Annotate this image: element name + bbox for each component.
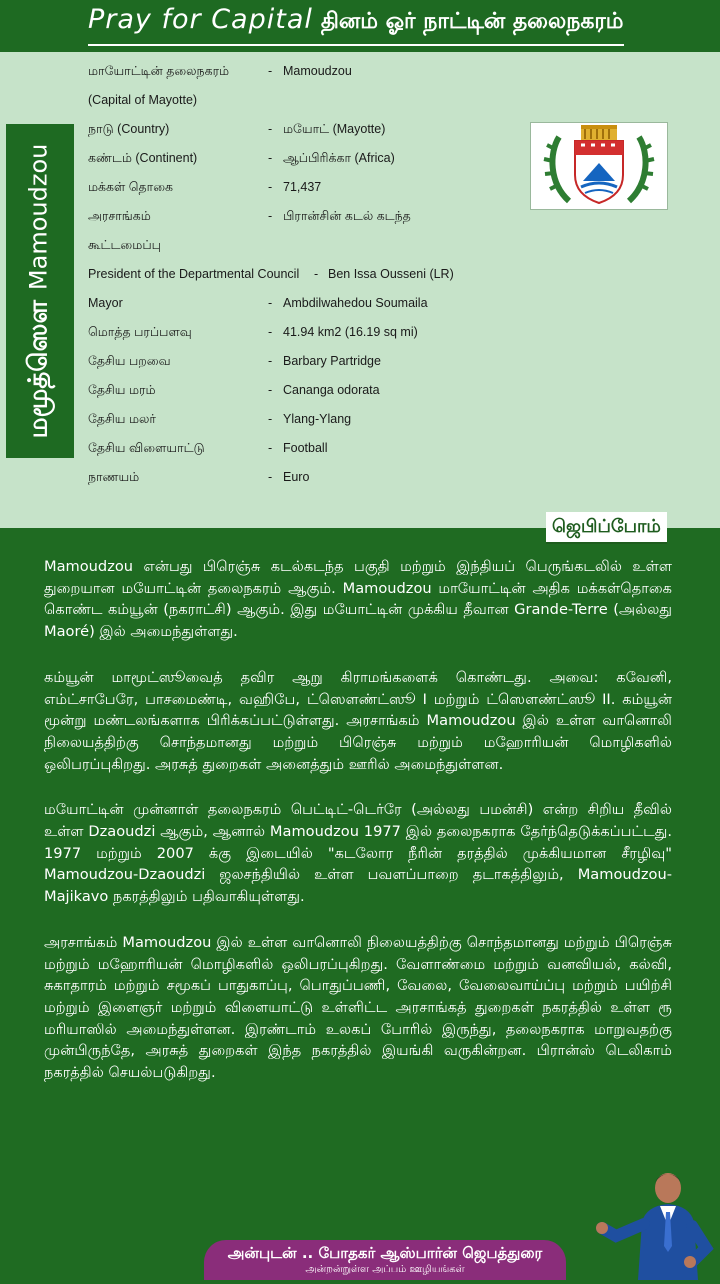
info-value: Cananga odorata (283, 383, 380, 397)
capital-name-banner (6, 124, 74, 458)
info-label: தேசிய மரம் (88, 383, 156, 397)
info-label: தேசிய பறவை (88, 354, 171, 368)
info-row (88, 147, 395, 169)
info-label: Mayor (88, 296, 123, 310)
info-value: Ylang-Ylang (283, 412, 352, 426)
info-separator: - (268, 354, 273, 368)
info-label: (Capital of Mayotte) (88, 93, 198, 107)
info-label: கண்டம் (Continent) (88, 151, 198, 165)
info-value: Mamoudzou (283, 64, 352, 78)
paragraph-3: மயோட்டின் முன்னாள் தலைநகரம் பெட்டிட்-டெர்ரே (அல்லது பமன்சி) என்ற சிறிய தீவில் உள்ள Dzaoudzi ஆகும், ஆனால் Mamoudzou 1977 இல் தலைநகராக தேர்ந்தெடுக்கப்பட்டது. 1977 மற்றும் 2007 க்கு இடையில் "கடலோர நீரின் தரத்தில் முக்கியமான சீரழிவு" Mamoudzou-Dzaoudzi ஜலசந்தியில் உள்ள பவளப்பாறை தடாகத்திலும், Mamoudzou-Majikavo நகரத்திலும் பதிவாகியுள்ளது. (44, 801, 672, 906)
info-label: மொத்த பரப்பளவு (88, 325, 192, 339)
info-row (88, 89, 197, 111)
info-label: தேசிய மலர் (88, 412, 156, 426)
coat-of-arms-image (530, 122, 668, 210)
info-value: 71,437 (283, 180, 322, 194)
info-value: ஆப்பிரிக்கா (Africa) (283, 151, 395, 165)
header-bar (0, 0, 720, 52)
info-value: Football (283, 441, 328, 455)
info-separator: - (268, 412, 273, 426)
article-body (44, 556, 672, 1108)
info-row (88, 176, 322, 198)
info-label: நாடு (Country) (88, 122, 170, 136)
info-separator: - (268, 441, 273, 455)
page-title (88, 4, 624, 46)
capital-name-english: Mamoudzou (24, 143, 53, 291)
info-separator: - (314, 267, 319, 281)
info-separator: - (268, 383, 273, 397)
info-separator: - (268, 296, 273, 310)
footer-ministry: அன்றன்றுள்ள அப்பம் ஊழியங்கள் (305, 1264, 465, 1275)
paragraph-4: அரசாங்கம் Mamoudzou இல் உள்ள வானொலி நிலையத்திற்கு சொந்தமானது மற்றும் பிரெஞ்சு மற்றும் மஹோரியன் மொழிகளில் ஒலிபரப்புகிறது. வேளாண்மை மற்றும் வனவியல், கல்வி, சுகாதாரம் மற்றும் சமூகப் பாதுகாப்பு, பொதுப்பணி, வேலை, வேலைவாய்ப்பு மற்றும் பயிற்சி மற்றும் இளைஞர் மற்றும் விளையாட்டு உள்ளிட்ட அரசாங்கத் துறைகள் நகரத்தில் உள்ள ரூ மரியாஸில் அமைந்துள்ளன. இரண்டாம் உலகப் போரில் இருந்து, தலைநகராக மாறுவதற்கு முன்பிருந்தே, அரசுத் துறைகள் இந்த நகரத்தில் இயங்கி வருகின்றன. பிரான்ஸ் டெலிகாம் நகரத்தில் செயல்படுகிறது. (44, 933, 672, 1082)
info-label: அரசாங்கம் (88, 209, 151, 223)
info-value: பிரான்சின் கடல் கடந்த (283, 209, 411, 223)
info-separator: - (268, 64, 273, 78)
info-row (88, 466, 310, 488)
info-value: Euro (283, 470, 310, 484)
pastor-figure-icon (596, 1166, 720, 1280)
info-separator: - (268, 209, 273, 223)
info-value: 41.94 km2 (16.19 sq mi) (283, 325, 418, 339)
info-row (88, 379, 380, 401)
info-label: கூட்டமைப்பு (88, 238, 161, 252)
paragraph-2: கம்யூன் மாமூட்ஸூவைத் தவிர ஆறு கிராமங்களைக் கொண்டது. அவை: கவேனி, எம்ட்சாபேரே, பாசமைண்டி, வஹிபே, ட்ஸௌண்ட்ஸூ I மற்றும் ட்ஸௌண்ட்ஸூ II. கம்யூன் மூன்று மண்டலங்களாக பிரிக்கப்பட்டுள்ளது. அரசாங்கம் Mamoudzou இல் உள்ள வானொலி நிலையத்திற்கு சொந்தமானது மற்றும் பிரெஞ்சு மற்றும் மஹோரியன் மொழிகளில் ஒலிபரப்புகிறது. அரசுத் துறைகள் அனைத்தும் ஊரில் அமைந்துள்ளன. (44, 668, 672, 773)
info-value: Ambdilwahedou Soumaila (283, 296, 428, 310)
info-row (88, 263, 454, 285)
coat-of-arms-icon (531, 123, 667, 209)
info-separator: - (268, 180, 273, 194)
info-value: மயோட் (Mayotte) (283, 122, 386, 136)
paragraph-1: Mamoudzou என்பது பிரெஞ்சு கடல்கடந்த பகுதி மற்றும் இந்தியப் பெருங்கடலில் உள்ள துறையான மயோட்டின் தலைநகரம் ஆகும். Mamoudzou மாயோட்டின் அதிக மக்கள்தொகை கொண்ட கம்யூன் (நகராட்சி) ஆகும். இது மயோட்டின் முக்கிய தீவான Grande-Terre (அல்லது Maoré) இல் அமைந்துள்ளது. (44, 558, 672, 641)
info-row (88, 350, 381, 372)
info-separator: - (268, 151, 273, 165)
info-panel (0, 52, 720, 528)
pastor-photo (596, 1166, 720, 1280)
title-tamil: தினம் ஓர் நாட்டின் தலைநகரம் (320, 9, 624, 34)
info-label: President of the Departmental Council (88, 267, 300, 281)
capital-name-tamil: மமூத்ஸௌ (23, 300, 54, 439)
info-separator: - (268, 470, 273, 484)
pray-button[interactable]: ஜெபிப்போம் (546, 512, 667, 544)
info-separator: - (268, 325, 273, 339)
info-row (88, 321, 418, 343)
info-value: Ben Issa Ousseni (LR) (328, 267, 454, 281)
info-label: தேசிய விளையாட்டு (88, 441, 205, 455)
info-row (88, 205, 411, 227)
info-label: மக்கள் தொகை (88, 180, 174, 194)
title-english: Pray for Capital (88, 4, 313, 35)
info-value: Barbary Partridge (283, 354, 381, 368)
info-label: மாயோட்டின் தலைநகரம் (88, 64, 230, 78)
footer-author: அன்புடன் .. போதகர் ஆஸ்பார்ன் ஜெபத்துரை (227, 1244, 543, 1262)
info-row (88, 234, 161, 256)
info-row (88, 437, 328, 459)
info-row (88, 60, 352, 82)
footer-signature (204, 1240, 566, 1280)
info-row (88, 118, 386, 140)
info-row (88, 408, 352, 430)
info-label: நாணயம் (88, 470, 140, 484)
info-separator: - (268, 122, 273, 136)
info-row (88, 292, 428, 314)
